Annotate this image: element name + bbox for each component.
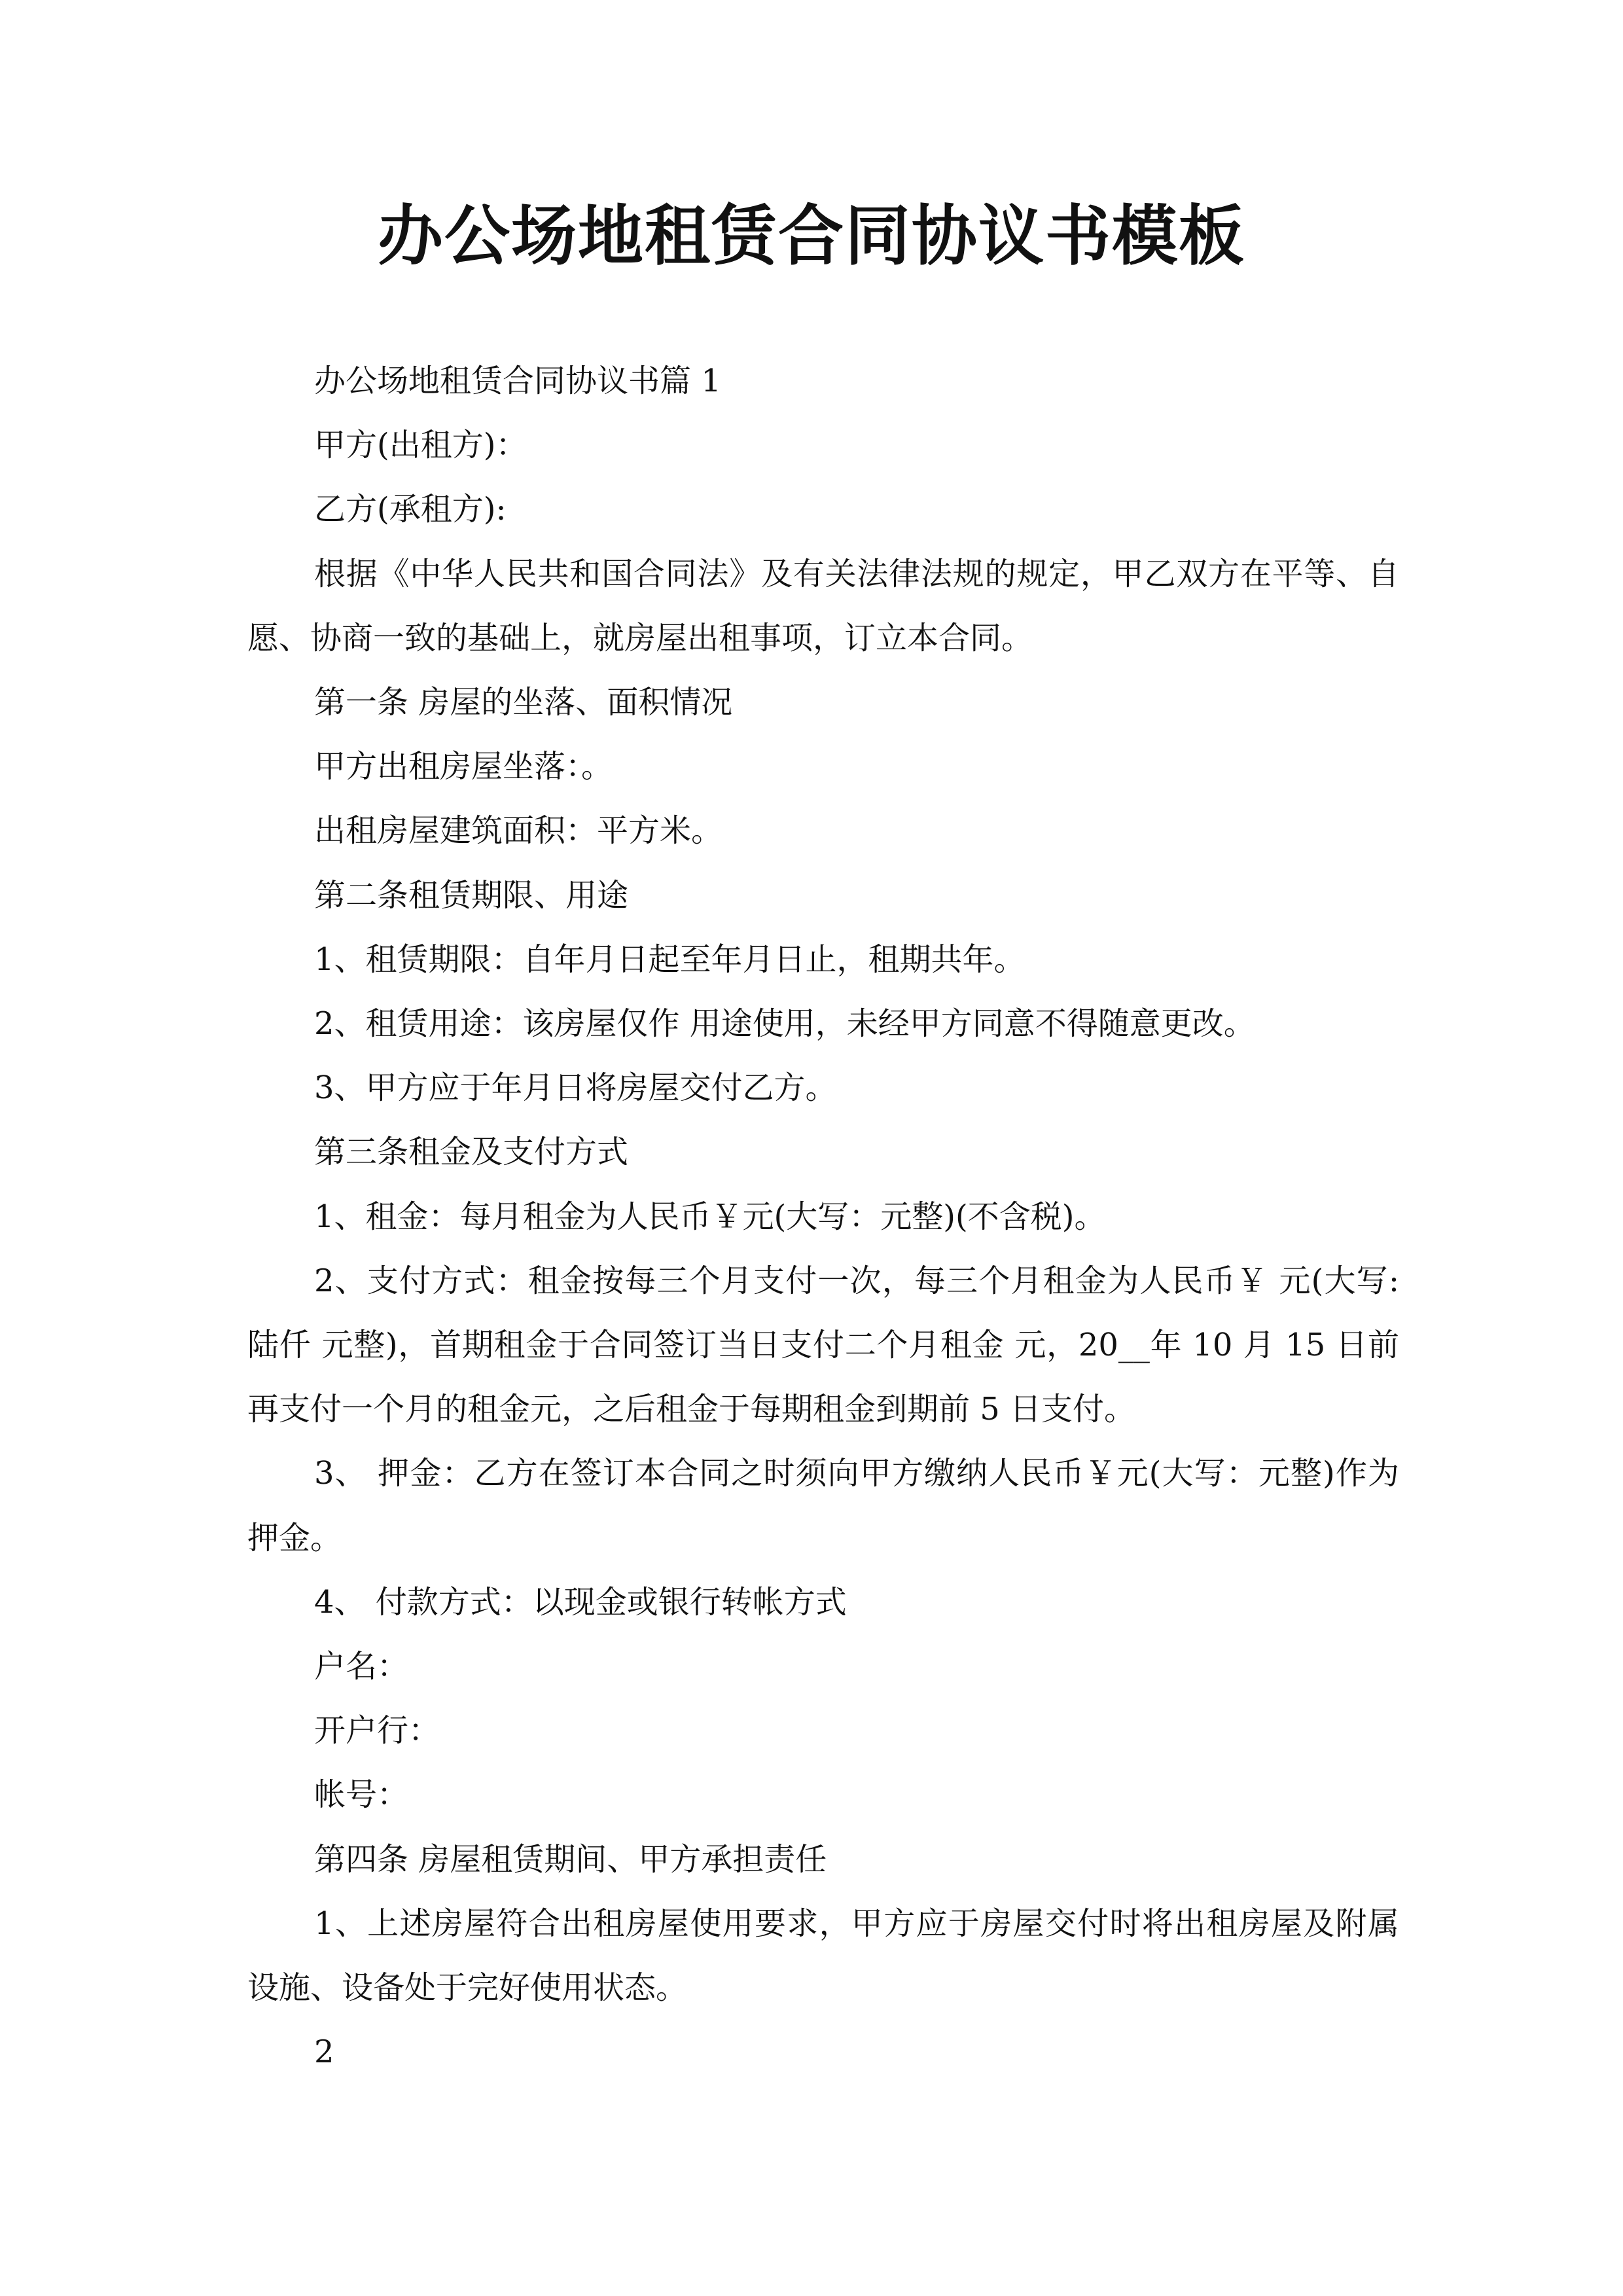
paragraph: 4、 付款方式：以现金或银行转帐方式	[314, 1583, 847, 1621]
article-3-heading: 第三条租金及支付方式	[314, 1134, 629, 1171]
article-1-heading: 第一条 房屋的坐落、面积情况	[314, 684, 733, 721]
paragraph: 户名：	[314, 1648, 409, 1685]
paragraph: 帐号：	[314, 1776, 409, 1814]
paragraph: 1、租金：每月租金为人民币￥元(大写：元整)(不含税)。	[314, 1198, 1106, 1235]
paragraph: 1、租赁期限：自年月日起至年月日止，租期共年。	[314, 941, 1026, 978]
party-a-line: 甲方(出租方)：	[314, 427, 527, 464]
paragraph: 2、支付方式：租金按每三个月支付一次，每三个月租金为人民币￥ 元(大写: 陆仟 元整)，首期租金于合同签订当日支付二个月租金 元，20__年 10 月 15 日前再支付一个月的租金元，之后租金于每期租金到期前 5 日支付。	[247, 1262, 1399, 1428]
paragraph: 1、上述房屋符合出租房屋使用要求，甲方应于房屋交付时将出租房屋及附属设施、设备处于完好使用状态。	[247, 1905, 1399, 2007]
paragraph: 3、 押金：乙方在签订本合同之时须向甲方缴纳人民币￥元(大写：元整)作为押金。	[247, 1455, 1399, 1556]
document-body	[247, 349, 1399, 2084]
paragraph: 甲方出租房屋坐落：。	[314, 748, 613, 785]
preamble-paragraph: 根据《中华人民共和国合同法》及有关法律法规的规定，甲乙双方在平等、自愿、协商一致的基础上，就房屋出租事项，订立本合同。	[247, 555, 1399, 656]
paragraph: 3、甲方应于年月日将房屋交付乙方。	[314, 1069, 837, 1107]
paragraph: 出租房屋建筑面积：平方米。	[314, 812, 723, 850]
article-2-heading: 第二条租赁期限、用途	[314, 876, 629, 914]
paragraph: 开户行：	[314, 1712, 440, 1749]
party-b-line: 乙方(承租方):	[314, 491, 507, 528]
section-heading: 办公场地租赁合同协议书篇 1	[314, 363, 721, 399]
paragraph: 2、租赁用途：该房屋仅作 用途使用，未经甲方同意不得随意更改。	[314, 1005, 1255, 1043]
paragraph: 2	[314, 2034, 334, 2071]
document-title: 办公场地租赁合同协议书模板	[378, 197, 1245, 274]
article-4-heading: 第四条 房屋租赁期间、甲方承担责任	[314, 1840, 827, 1878]
